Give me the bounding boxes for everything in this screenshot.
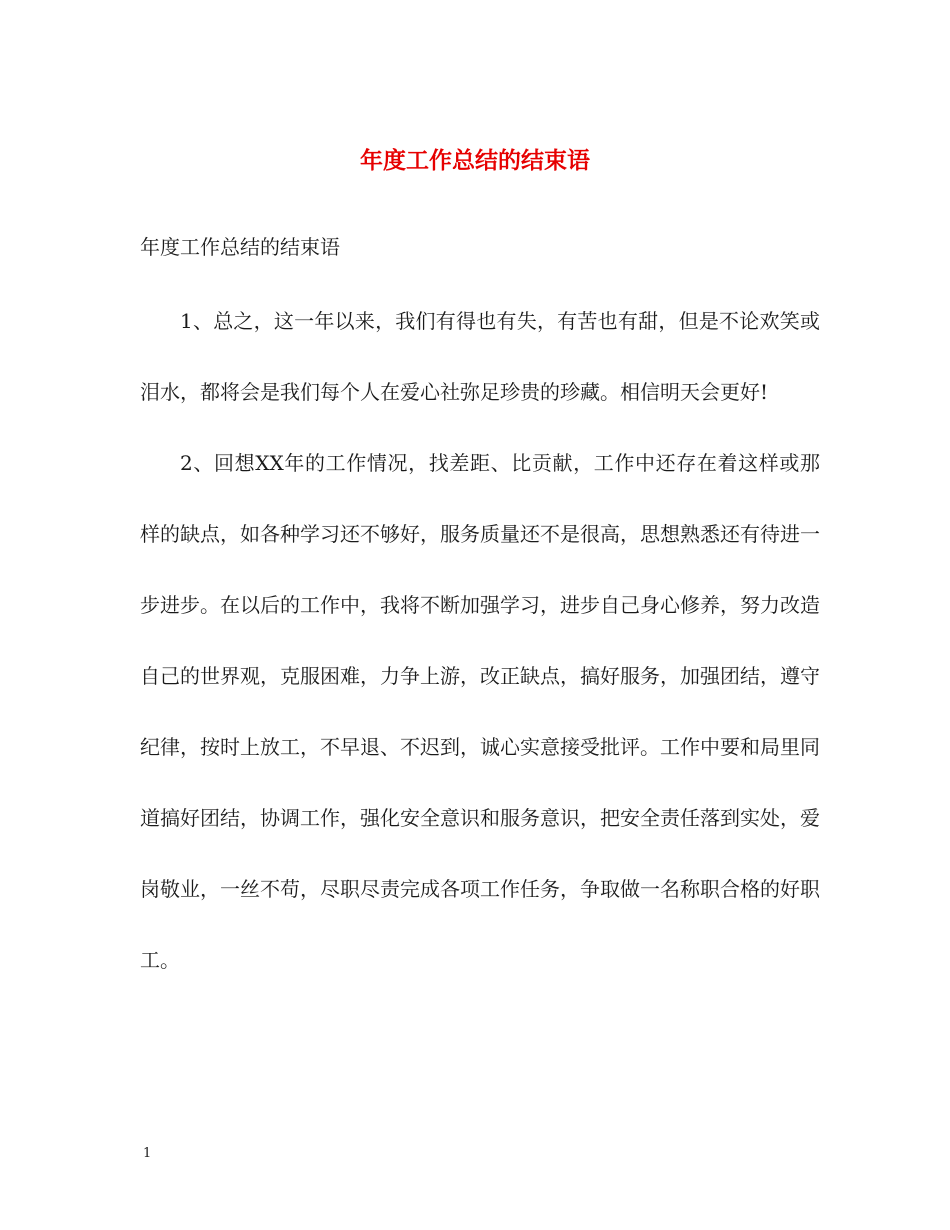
document-subtitle: 年度工作总结的结束语 — [140, 235, 340, 259]
page-number: 1 — [143, 1146, 152, 1161]
document-title: 年度工作总结的结束语 — [360, 147, 590, 174]
document-body — [140, 286, 820, 996]
paragraph-1: 1、总之，这一年以来，我们有得也有失，有苦也有甜，但是不论欢笑或泪水，都将会是我们每个人在爱心社弥足珍贵的珍藏。相信明天会更好! — [140, 309, 820, 404]
paragraph-2: 2、回想XX年的工作情况，找差距、比贡献，工作中还存在着这样或那样的缺点，如各种学习还不够好，服务质量还不是很高，思想熟悉还有待进一步进步。在以后的工作中，我将不断加强学习，进步自己身心修养，努力改造自己的世界观，克服困难，力争上游，改正缺点，搞好服务，加强团结，遵守纪律，按时上放工，不早退、不迟到，诚心实意接受批评。工作中要和局里同道搞好团结，协调工作，强化安全意识和服务意识，把安全责任落到实处，爱岗敬业，一丝不苟，尽职尽责完成各项工作任务，争取做一名称职合格的好职工。 — [140, 451, 820, 972]
